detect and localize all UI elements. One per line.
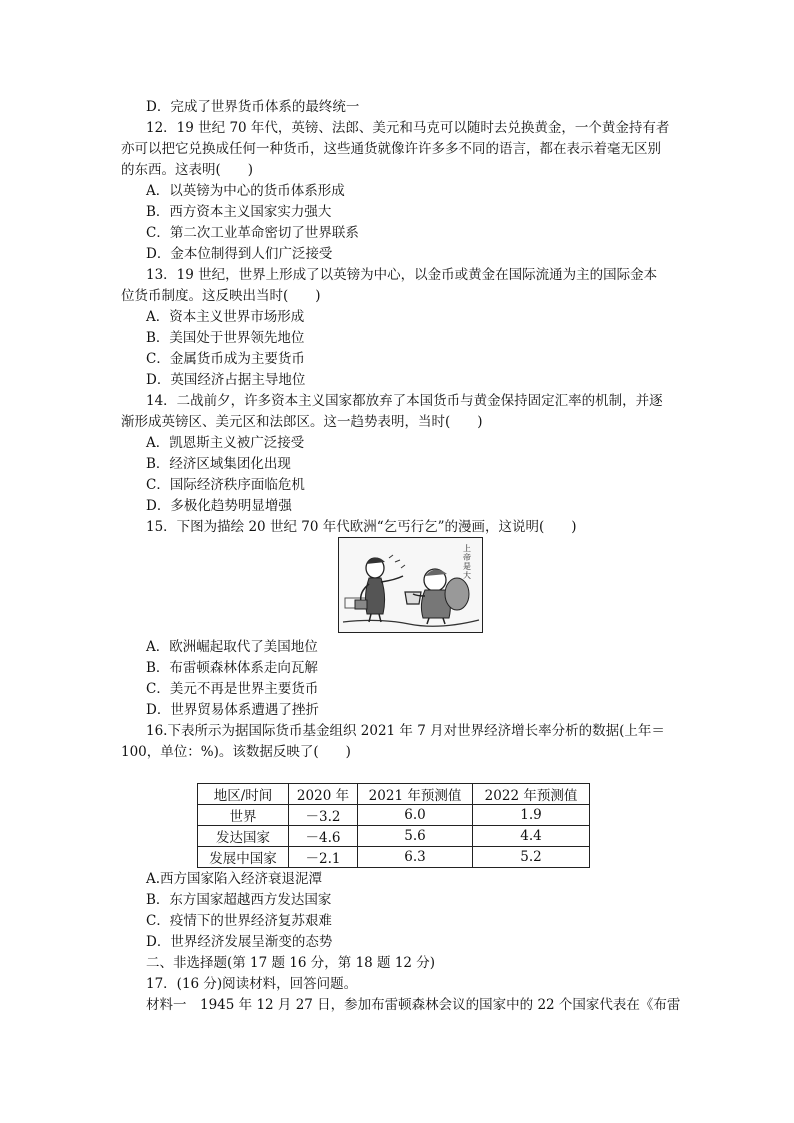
q12-stem-line-3: 的东西。这表明( ) <box>121 162 254 178</box>
table-row <box>198 805 590 826</box>
cartoon-caption: 上帝是大 <box>463 544 471 580</box>
table-cell: －3.2 <box>289 805 358 826</box>
table-cell: －4.6 <box>289 826 358 847</box>
q12-option-c: C．第二次工业革命密切了世界联系 <box>146 225 359 241</box>
table-row <box>198 847 590 868</box>
q12-stem-line-2: 亦可以把它兑换成任何一种货币，这些通货就像许许多多不同的语言，都在表示着毫无区别 <box>121 141 661 157</box>
q16-option-a: A.西方国家陷入经济衰退泥潭 <box>146 871 323 887</box>
q13-option-c: C．金属货币成为主要货币 <box>146 351 305 367</box>
q13-option-a: A．资本主义世界市场形成 <box>146 309 305 325</box>
q14-option-b: B．经济区域集团化出现 <box>146 456 291 472</box>
table-cell: 发达国家 <box>198 826 289 847</box>
q15-option-d: D．世界贸易体系遭遇了挫折 <box>146 702 319 718</box>
q16-option-c: C．疫情下的世界经济复苏艰难 <box>146 913 332 929</box>
q15-option-b: B．布雷顿森林体系走向瓦解 <box>146 660 318 676</box>
q12-option-b: B．西方资本主义国家实力强大 <box>146 204 332 220</box>
q15-stem-line-1: 15．下图为描绘 20 世纪 70 年代欧洲“乞丐行乞”的漫画，这说明( ) <box>146 519 577 535</box>
table-cell: 6.3 <box>358 847 473 868</box>
q13-stem-line-1: 13．19 世纪，世界上形成了以英镑为中心，以金币或黄金在国际流通为主的国际金本 <box>146 267 658 283</box>
table-header-cell: 2020 年 <box>289 784 358 805</box>
table-cell: 4.4 <box>473 826 590 847</box>
q14-option-d: D．多极化趋势明显增强 <box>146 498 292 514</box>
q15-option-a: A．欧洲崛起取代了美国地位 <box>146 639 318 655</box>
table-header-cell: 2021 年预测值 <box>358 784 473 805</box>
table-row <box>198 826 590 847</box>
q13-stem-line-2: 位货币制度。这反映出当时( ) <box>121 288 321 304</box>
q17-material-1: 材料一 1945 年 12 月 27 日，参加布雷顿森林会议的国家中的 22 个国家代表在《布雷 <box>146 997 681 1013</box>
table-cell: 6.0 <box>358 805 473 826</box>
q11-option-d: D．完成了世界货币体系的最终统一 <box>146 99 360 115</box>
q15-option-c: C．美元不再是世界主要货币 <box>146 681 319 697</box>
q14-stem-line-1: 14．二战前夕，许多资本主义国家都放弃了本国货币与黄金保持固定汇率的机制，并逐 <box>146 393 663 409</box>
table-cell: 5.6 <box>358 826 473 847</box>
q14-stem-line-2: 渐形成英镑区、美元区和法郎区。这一趋势表明，当时( ) <box>121 414 483 430</box>
q16-option-d: D．世界经济发展呈渐变的态势 <box>146 934 333 950</box>
section-2-heading: 二、非选择题(第 17 题 16 分，第 18 题 12 分) <box>146 955 436 971</box>
q12-option-a: A．以英镑为中心的货币体系形成 <box>146 183 345 199</box>
q14-option-c: C．国际经济秩序面临危机 <box>146 477 305 493</box>
table-header-row <box>198 784 590 805</box>
q12-stem-line-1: 12．19 世纪 70 年代，英镑、法郎、美元和马克可以随时去兑换黄金，一个黄金持有者 <box>146 120 670 136</box>
q13-option-b: B．美国处于世界领先地位 <box>146 330 305 346</box>
q14-option-a: A．凯恩斯主义被广泛接受 <box>146 435 305 451</box>
beggar-cartoon-image <box>338 537 483 633</box>
table-cell: 发展中国家 <box>198 847 289 868</box>
q16-option-b: B．东方国家超越西方发达国家 <box>146 892 332 908</box>
q12-option-d: D．金本位制得到人们广泛接受 <box>146 246 333 262</box>
q17-stem: 17．(16 分)阅读材料，回答问题。 <box>146 976 358 992</box>
table-cell: 5.2 <box>473 847 590 868</box>
q16-stem-line-1: 16.下表所示为据国际货币基金组织 2021 年 7 月对世界经济增长率分析的数据(上年＝ <box>146 723 665 739</box>
table-header-cell: 地区/时间 <box>198 784 289 805</box>
q16-stem-line-2: 100，单位：%)。该数据反映了( ) <box>121 744 351 760</box>
table-cell: －2.1 <box>289 847 358 868</box>
table-header-cell: 2022 年预测值 <box>473 784 590 805</box>
table-cell: 1.9 <box>473 805 590 826</box>
table-cell: 世界 <box>198 805 289 826</box>
q13-option-d: D．英国经济占据主导地位 <box>146 372 306 388</box>
growth-rate-table <box>197 783 590 868</box>
